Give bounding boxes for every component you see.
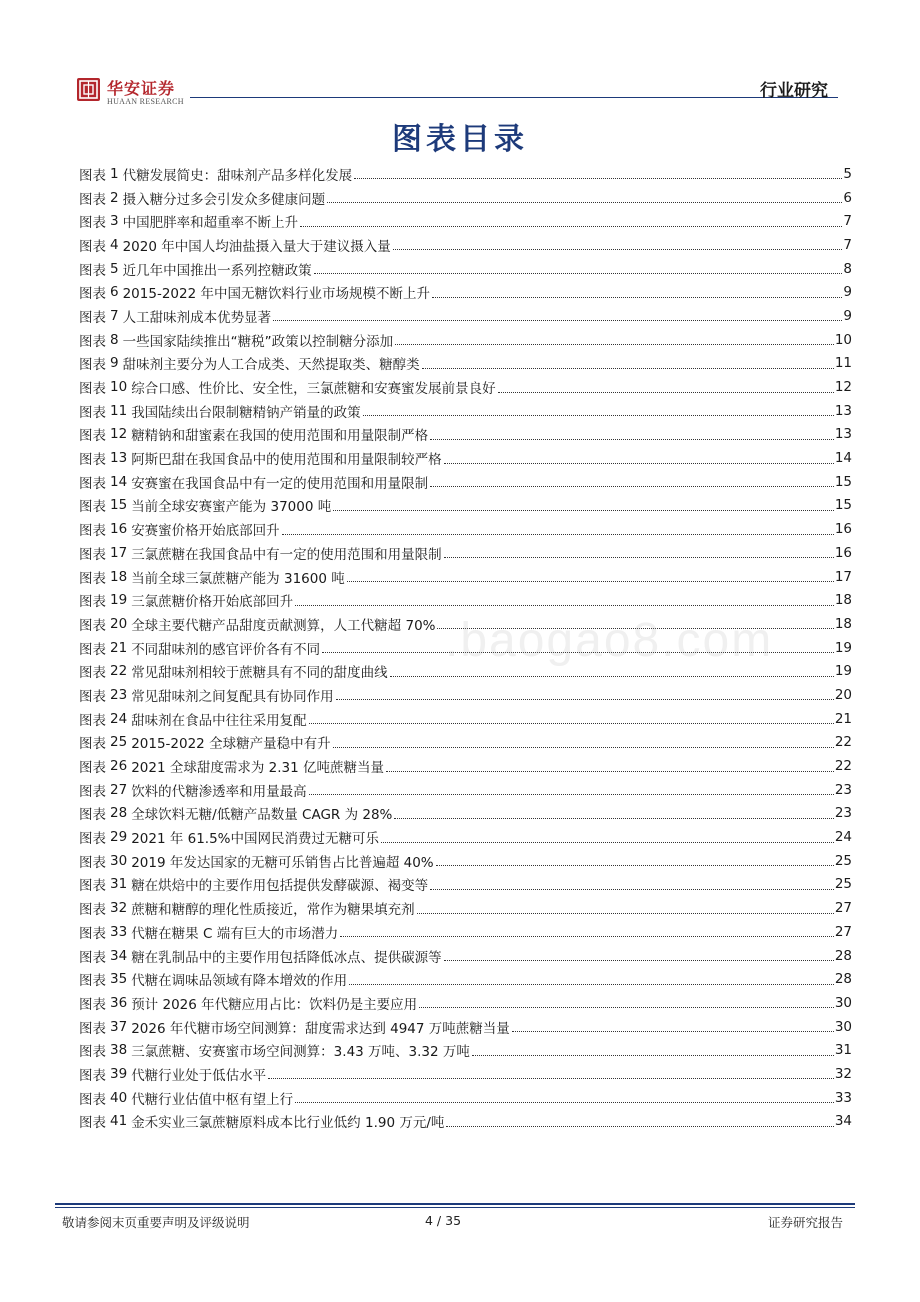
- toc-entry[interactable]: [79, 1015, 852, 1039]
- toc-entry-page: 28: [834, 971, 852, 988]
- toc-dot-leader: [347, 581, 834, 582]
- toc-dot-leader: [436, 865, 834, 866]
- toc-entry-title: 中国肥胖率和超重率不断上升: [122, 215, 299, 232]
- toc-dot-leader: [444, 463, 834, 464]
- toc-entry-page: 19: [834, 639, 852, 656]
- toc-entry-number: 7: [110, 307, 119, 324]
- toc-entry[interactable]: [79, 991, 852, 1015]
- toc-entry-label: 图表: [79, 973, 106, 990]
- toc-dot-leader: [333, 747, 834, 748]
- toc-dot-leader: [327, 202, 842, 203]
- toc-entry-page: 33: [834, 1089, 852, 1106]
- toc-dot-leader: [498, 392, 834, 393]
- toc-entry-label: 图表: [79, 807, 106, 824]
- toc-dot-leader: [390, 676, 834, 677]
- toc-entry-page: 23: [834, 781, 852, 798]
- toc-entry-label: 图表: [79, 854, 106, 871]
- toc-entry-number: 11: [110, 402, 128, 419]
- toc-entry-label: 图表: [79, 665, 106, 682]
- toc-dot-leader: [444, 557, 834, 558]
- toc-entry-title: 安赛蜜价格开始底部回升: [131, 523, 280, 540]
- toc-entry-label: 图表: [79, 167, 106, 184]
- toc-entry-number: 23: [110, 686, 128, 703]
- toc-entry-page: 24: [834, 829, 852, 846]
- toc-dot-leader: [512, 1031, 834, 1032]
- toc-entry-title: 三氯蔗糖、安赛蜜市场空间测算：3.43 万吨、3.32 万吨: [131, 1044, 470, 1061]
- toc-entry-title: 三氯蔗糖价格开始底部回升: [131, 594, 294, 611]
- toc-dot-leader: [430, 486, 834, 487]
- logo-english-name: HUAAN RESEARCH: [107, 97, 184, 106]
- toc-entry-number: 6: [110, 284, 119, 301]
- toc-entry-number: 37: [110, 1018, 128, 1035]
- toc-entry-label: 图表: [79, 1091, 106, 1108]
- toc-entry-title: 三氯蔗糖在我国食品中有一定的使用范围和用量限制: [131, 546, 442, 563]
- toc-entry-page: 32: [834, 1065, 852, 1082]
- toc-entry-page: 18: [834, 615, 852, 632]
- toc-entry-number: 4: [110, 236, 119, 253]
- toc-entry-title: 2015-2022 年中国无糖饮料行业市场规模不断上升: [122, 286, 430, 303]
- toc-entry-label: 图表: [79, 617, 106, 634]
- toc-entry-page: 25: [834, 852, 852, 869]
- toc-entry[interactable]: [79, 186, 852, 210]
- toc-entry[interactable]: [79, 304, 852, 328]
- toc-entry-title: 金禾实业三氯蔗糖原料成本比行业低约 1.90 万元/吨: [131, 1115, 445, 1132]
- toc-dot-leader: [437, 628, 833, 629]
- toc-dot-leader: [273, 320, 842, 321]
- toc-entry-label: 图表: [79, 641, 106, 658]
- toc-entry-page: 11: [834, 355, 852, 372]
- toc-entry-label: 图表: [79, 286, 106, 303]
- toc-entry-label: 图表: [79, 309, 106, 326]
- toc-dot-leader: [336, 699, 834, 700]
- toc-entry-number: 3: [110, 213, 119, 230]
- toc-dot-leader: [446, 1126, 833, 1127]
- toc-entry-label: 图表: [79, 925, 106, 942]
- toc-entry[interactable]: [79, 612, 852, 636]
- toc-entry-page: 27: [834, 923, 852, 940]
- toc-entry-label: 图表: [79, 1067, 106, 1084]
- toc-entry-page: 10: [834, 331, 852, 348]
- toc-entry-number: 8: [110, 331, 119, 348]
- toc-entry-number: 31: [110, 876, 128, 893]
- toc-entry-page: 7: [843, 236, 852, 253]
- toc-dot-leader: [419, 1007, 834, 1008]
- toc-entry-page: 27: [834, 900, 852, 917]
- toc-entry-title: 2021 全球甜度需求为 2.31 亿吨蔗糖当量: [131, 760, 384, 777]
- toc-entry-label: 图表: [79, 262, 106, 279]
- table-of-figures: [79, 162, 852, 1133]
- toc-entry-page: 22: [834, 758, 852, 775]
- toc-entry-page: 13: [834, 402, 852, 419]
- toc-entry-label: 图表: [79, 238, 106, 255]
- toc-entry-page: 15: [834, 497, 852, 514]
- toc-entry-label: 图表: [79, 760, 106, 777]
- toc-entry-title: 糖在烘焙中的主要作用包括提供发酵碳源、褐变等: [131, 878, 429, 895]
- toc-entry-page: 30: [834, 994, 852, 1011]
- toc-entry-label: 图表: [79, 452, 106, 469]
- toc-entry[interactable]: [79, 280, 852, 304]
- toc-dot-leader: [363, 415, 834, 416]
- toc-entry-title: 代糖行业处于低估水平: [131, 1067, 267, 1084]
- toc-entry[interactable]: [79, 470, 852, 494]
- toc-entry-page: 16: [834, 544, 852, 561]
- toc-entry-title: 2019 年发达国家的无糖可乐销售占比普遍超 40%: [131, 854, 434, 871]
- page-header: [0, 0, 920, 110]
- toc-entry[interactable]: [79, 659, 852, 683]
- toc-entry-page: 28: [834, 947, 852, 964]
- toc-dot-leader: [432, 297, 842, 298]
- toc-entry-number: 39: [110, 1065, 128, 1082]
- toc-entry-page: 14: [834, 450, 852, 467]
- toc-entry-number: 1: [110, 165, 119, 182]
- toc-entry-title: 综合口感、性价比、安全性，三氯蔗糖和安赛蜜发展前景良好: [131, 381, 496, 398]
- toc-entry-title: 糖在乳制品中的主要作用包括降低冰点、提供碳源等: [131, 949, 442, 966]
- toc-entry-number: 15: [110, 497, 128, 514]
- toc-dot-leader: [422, 368, 834, 369]
- toc-entry-page: 34: [834, 1113, 852, 1130]
- page-title: 图表目录: [392, 122, 528, 157]
- toc-entry[interactable]: [79, 707, 852, 731]
- toc-entry[interactable]: [79, 517, 852, 541]
- toc-entry[interactable]: [79, 1110, 852, 1134]
- toc-entry-number: 27: [110, 781, 128, 798]
- toc-entry-number: 22: [110, 663, 128, 680]
- toc-entry-page: 13: [834, 426, 852, 443]
- toc-dot-leader: [309, 723, 834, 724]
- toc-entry-page: 8: [843, 260, 852, 277]
- toc-entry-label: 图表: [79, 381, 106, 398]
- toc-entry-number: 33: [110, 923, 128, 940]
- section-tag: 行业研究: [760, 81, 828, 101]
- toc-entry[interactable]: [79, 588, 852, 612]
- toc-entry-title: 代糖在糖果 C 端有巨大的市场潜力: [131, 925, 339, 942]
- toc-dot-leader: [309, 794, 834, 795]
- toc-entry-title: 糖精钠和甜蜜素在我国的使用范围和用量限制严格: [131, 428, 429, 445]
- toc-entry-number: 14: [110, 473, 128, 490]
- toc-entry-label: 图表: [79, 215, 106, 232]
- huaan-logo-icon: [77, 78, 100, 101]
- toc-entry-label: 图表: [79, 902, 106, 919]
- toc-entry-number: 36: [110, 994, 128, 1011]
- toc-entry-title: 代糖行业估值中枢有望上行: [131, 1091, 294, 1108]
- toc-entry-page: 25: [834, 876, 852, 893]
- toc-entry-number: 21: [110, 639, 128, 656]
- toc-dot-leader: [333, 510, 834, 511]
- toc-entry-page: 30: [834, 1018, 852, 1035]
- toc-entry-page: 16: [834, 521, 852, 538]
- toc-entry-title: 当前全球三氯蔗糖产能为 31600 吨: [131, 570, 345, 587]
- toc-entry-page: 6: [843, 189, 852, 206]
- toc-entry-title: 不同甜味剂的感官评价各有不同: [131, 641, 321, 658]
- toc-dot-leader: [417, 913, 834, 914]
- toc-entry-label: 图表: [79, 357, 106, 374]
- toc-entry[interactable]: [79, 873, 852, 897]
- toc-dot-leader: [394, 818, 833, 819]
- toc-dot-leader: [268, 1078, 834, 1079]
- toc-dot-leader: [300, 226, 842, 227]
- toc-entry-page: 23: [834, 805, 852, 822]
- toc-dot-leader: [444, 960, 834, 961]
- toc-entry[interactable]: [79, 778, 852, 802]
- toc-entry-label: 图表: [79, 404, 106, 421]
- toc-entry[interactable]: [79, 352, 852, 376]
- toc-entry-label: 图表: [79, 428, 106, 445]
- toc-entry-label: 图表: [79, 1020, 106, 1037]
- toc-entry[interactable]: [79, 944, 852, 968]
- toc-entry-page: 21: [834, 710, 852, 727]
- toc-entry[interactable]: [79, 1062, 852, 1086]
- toc-dot-leader: [430, 889, 834, 890]
- toc-entry-label: 图表: [79, 736, 106, 753]
- toc-entry-number: 13: [110, 450, 128, 467]
- toc-entry[interactable]: [79, 731, 852, 755]
- toc-entry-title: 常见甜味剂相较于蔗糖具有不同的甜度曲线: [131, 665, 388, 682]
- toc-entry-title: 我国陆续出台限制糖精钠产销量的政策: [131, 404, 361, 421]
- toc-entry-title: 2026 年代糖市场空间测算：甜度需求达到 4947 万吨蔗糖当量: [131, 1020, 510, 1037]
- toc-entry-title: 甜味剂主要分为人工合成类、天然提取类、糖醇类: [122, 357, 420, 374]
- toc-dot-leader: [395, 344, 834, 345]
- toc-entry-number: 10: [110, 379, 128, 396]
- toc-entry-label: 图表: [79, 949, 106, 966]
- toc-entry-title: 全球主要代糖产品甜度贡献测算，人工代糖超 70%: [131, 617, 436, 634]
- toc-entry-number: 41: [110, 1113, 128, 1130]
- toc-entry-title: 2021 年 61.5%中国网民消费过无糖可乐: [131, 831, 380, 848]
- toc-entry-title: 阿斯巴甜在我国食品中的使用范围和用量限制较严格: [131, 452, 442, 469]
- toc-entry-label: 图表: [79, 831, 106, 848]
- toc-dot-leader: [322, 652, 834, 653]
- toc-dot-leader: [354, 178, 842, 179]
- toc-entry-title: 摄入糖分过多会引发众多健康问题: [122, 191, 326, 208]
- toc-entry-number: 2: [110, 189, 119, 206]
- toc-entry[interactable]: [79, 494, 852, 518]
- toc-entry-label: 图表: [79, 712, 106, 729]
- toc-entry[interactable]: [79, 896, 852, 920]
- toc-entry-page: 12: [834, 379, 852, 396]
- toc-entry[interactable]: [79, 233, 852, 257]
- toc-entry-number: 34: [110, 947, 128, 964]
- toc-entry-number: 32: [110, 900, 128, 917]
- toc-entry-label: 图表: [79, 570, 106, 587]
- toc-entry-page: 5: [843, 165, 852, 182]
- watermark: .baogao8.com: [445, 614, 774, 667]
- page-number: 4 / 35: [425, 1213, 462, 1228]
- toc-entry[interactable]: [79, 683, 852, 707]
- toc-entry[interactable]: [79, 802, 852, 826]
- toc-entry[interactable]: [79, 920, 852, 944]
- toc-entry-title: 2015-2022 全球糖产量稳中有升: [131, 736, 331, 753]
- footer-divider-top: [55, 1203, 855, 1205]
- toc-entry-title: 当前全球安赛蜜产能为 37000 吨: [131, 499, 332, 516]
- toc-entry-title: 全球饮料无糖/低糖产品数量 CAGR 为 28%: [131, 807, 393, 824]
- toc-entry-number: 20: [110, 615, 128, 632]
- toc-entry-number: 24: [110, 710, 128, 727]
- toc-entry-number: 40: [110, 1089, 128, 1106]
- toc-dot-leader: [295, 1102, 834, 1103]
- toc-entry[interactable]: [79, 257, 852, 281]
- footer-doc-type: 证券研究报告: [768, 1215, 844, 1230]
- toc-entry[interactable]: [79, 825, 852, 849]
- toc-dot-leader: [340, 936, 834, 937]
- header-divider: [190, 97, 838, 98]
- toc-entry[interactable]: [79, 636, 852, 660]
- toc-dot-leader: [393, 249, 843, 250]
- toc-dot-leader: [314, 273, 843, 274]
- toc-entry-page: 22: [834, 734, 852, 751]
- toc-entry-title: 代糖发展简史：甜味剂产品多样化发展: [122, 167, 353, 184]
- toc-entry-number: 25: [110, 734, 128, 751]
- toc-entry-number: 26: [110, 758, 128, 775]
- logo-chinese-name: 华安证券: [107, 79, 176, 98]
- toc-entry-label: 图表: [79, 191, 106, 208]
- toc-entry-title: 饮料的代糖渗透率和用量最高: [131, 783, 307, 800]
- toc-dot-leader: [430, 439, 834, 440]
- toc-entry-number: 35: [110, 971, 128, 988]
- toc-entry-number: 28: [110, 805, 128, 822]
- toc-entry-label: 图表: [79, 1115, 106, 1132]
- toc-entry-title: 2020 年中国人均油盐摄入量大于建议摄入量: [122, 238, 391, 255]
- toc-entry[interactable]: [79, 328, 852, 352]
- toc-entry-number: 18: [110, 568, 128, 585]
- toc-entry-number: 30: [110, 852, 128, 869]
- toc-entry-page: 9: [843, 284, 852, 301]
- toc-dot-leader: [381, 842, 834, 843]
- toc-entry[interactable]: [79, 162, 852, 186]
- toc-entry-label: 图表: [79, 499, 106, 516]
- toc-entry-number: 38: [110, 1042, 128, 1059]
- toc-entry-number: 17: [110, 544, 128, 561]
- toc-entry[interactable]: [79, 1086, 852, 1110]
- toc-entry-number: 19: [110, 592, 128, 609]
- toc-dot-leader: [349, 984, 834, 985]
- toc-entry-title: 预计 2026 年代糖应用占比：饮料仍是主要应用: [131, 996, 418, 1013]
- toc-entry-title: 近几年中国推出一系列控糖政策: [122, 262, 312, 279]
- toc-entry-title: 安赛蜜在我国食品中有一定的使用范围和用量限制: [131, 475, 429, 492]
- footer-disclaimer: 敬请参阅末页重要声明及评级说明: [62, 1215, 250, 1230]
- toc-entry[interactable]: [79, 209, 852, 233]
- toc-entry[interactable]: [79, 423, 852, 447]
- toc-dot-leader: [386, 771, 834, 772]
- toc-entry-number: 29: [110, 829, 128, 846]
- toc-entry-title: 常见甜味剂之间复配具有协同作用: [131, 688, 334, 705]
- toc-entry-label: 图表: [79, 523, 106, 540]
- toc-entry-page: 17: [834, 568, 852, 585]
- toc-dot-leader: [282, 534, 834, 535]
- toc-entry[interactable]: [79, 399, 852, 423]
- toc-entry-number: 16: [110, 521, 128, 538]
- toc-entry-page: 19: [834, 663, 852, 680]
- toc-entry-label: 图表: [79, 1044, 106, 1061]
- toc-entry-number: 9: [110, 355, 119, 372]
- toc-entry-title: 一些国家陆续推出“糖税”政策以控制糖分添加: [122, 333, 394, 350]
- toc-dot-leader: [295, 605, 834, 606]
- toc-entry[interactable]: [79, 754, 852, 778]
- toc-entry-label: 图表: [79, 878, 106, 895]
- toc-entry-label: 图表: [79, 688, 106, 705]
- toc-entry-page: 7: [843, 213, 852, 230]
- toc-entry-label: 图表: [79, 996, 106, 1013]
- toc-entry[interactable]: [79, 446, 852, 470]
- toc-entry-label: 图表: [79, 783, 106, 800]
- toc-entry-page: 20: [834, 686, 852, 703]
- toc-entry-title: 蔗糖和糖醇的理化性质接近，常作为糖果填充剂: [131, 902, 415, 919]
- toc-entry[interactable]: [79, 375, 852, 399]
- toc-entry-number: 12: [110, 426, 128, 443]
- toc-entry-page: 18: [834, 592, 852, 609]
- toc-entry-page: 31: [834, 1042, 852, 1059]
- toc-entry-label: 图表: [79, 594, 106, 611]
- toc-entry-title: 人工甜味剂成本优势显著: [122, 309, 272, 326]
- footer-divider-bottom: [55, 1207, 855, 1208]
- toc-entry[interactable]: [79, 565, 852, 589]
- toc-entry[interactable]: [79, 849, 852, 873]
- toc-entry-label: 图表: [79, 546, 106, 563]
- toc-entry-page: 15: [834, 473, 852, 490]
- toc-entry[interactable]: [79, 967, 852, 991]
- toc-entry-page: 9: [843, 307, 852, 324]
- toc-entry-number: 5: [110, 260, 119, 277]
- toc-dot-leader: [472, 1055, 834, 1056]
- toc-entry-title: 代糖在调味品领域有降本增效的作用: [131, 973, 348, 990]
- toc-entry-label: 图表: [79, 333, 106, 350]
- toc-entry[interactable]: [79, 541, 852, 565]
- toc-entry-label: 图表: [79, 475, 106, 492]
- toc-entry-title: 甜味剂在食品中往往采用复配: [131, 712, 307, 729]
- toc-entry[interactable]: [79, 1038, 852, 1062]
